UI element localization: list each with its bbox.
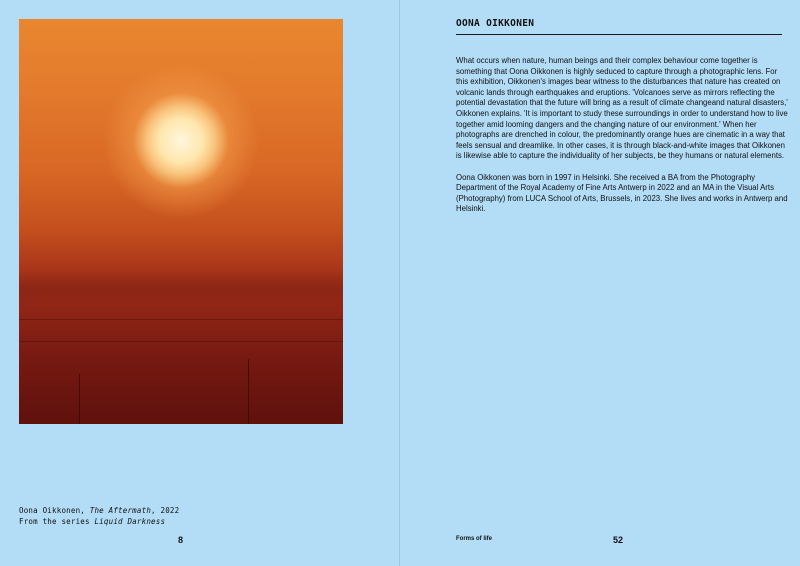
left-page — [0, 0, 399, 566]
photo-utility-pole — [248, 359, 249, 424]
caption-work-title: The Aftermath — [89, 506, 152, 515]
right-page-number: 52 — [613, 535, 624, 545]
section-label: Forms of life — [456, 536, 493, 542]
sunset-photo — [19, 19, 343, 424]
caption-series-title: Liquid Darkness — [94, 517, 166, 526]
body-paragraph-2: Oona Oikkonen was born in 1997 in Helsinki. She received a BA from the Photography Department of the Royal Academy of Fine Arts Antwerp in 2022 and an MA in the Visual Arts (Photography) from LUCA School of Arts, Brussels, in 2023. She lives and works in Antwerp and Helsinki. — [456, 172, 788, 214]
photo-wire-line — [19, 341, 343, 342]
heading-divider — [456, 34, 782, 35]
photo-wire-line — [19, 319, 343, 320]
photo-haze-band — [19, 269, 343, 309]
left-page-number: 8 — [178, 535, 184, 545]
article-body — [456, 56, 788, 226]
right-page — [400, 0, 800, 566]
caption-line-2: From the series Liquid Darkness — [19, 517, 166, 526]
body-paragraph-1: What occurs when nature, human beings and their complex behaviour come together is something that Oona Oikkonen is highly seduced to capture through a photographic lens. For this exhibition, Oikkonen's images bear witness to the disturbances that nature has created on volcanic lands through earthquakes and eruptions. 'Volcanoes serve as mirrors reflecting the potential devastation that the future will bring as a result of climate changeand natural disasters,' Oikkonen explains. 'It is important to study these surroundings in order to understand how to live together amid looming dangers and the changing nature of our environment.' When her photographs are drenched in colour, the predominantly orange hues are cinematic in a way that feels sensual and dreamlike. In other cases, it is through black-and-white images that Oikkonen is likewise able to capture the individuality of her subjects, be they humans or natural elements. — [456, 56, 788, 161]
photo-caption — [19, 505, 179, 527]
photo-utility-pole — [79, 374, 80, 424]
artist-heading: OONA OIKKONEN — [456, 18, 535, 29]
caption-line-1: Oona Oikkonen, The Aftermath, 2022 — [19, 506, 180, 515]
